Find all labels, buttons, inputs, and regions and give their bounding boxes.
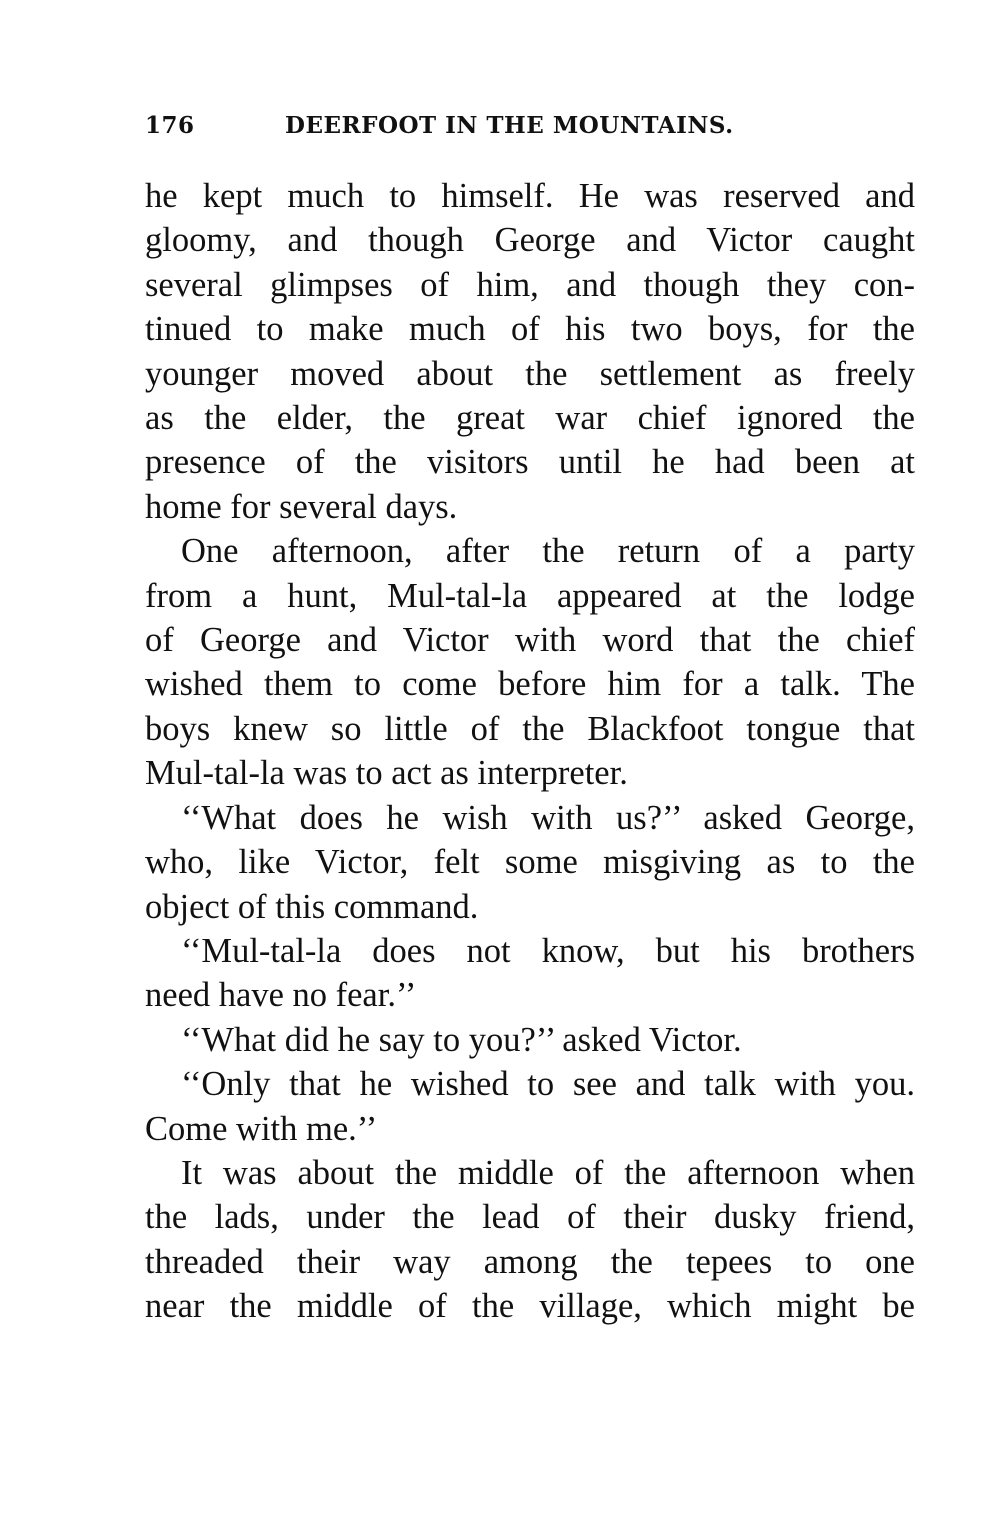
text-line: he kept much to himself. He was reserved and — [145, 177, 915, 215]
text-line: boys knew so little of the Blackfoot tongue that — [145, 709, 915, 748]
running-title: DEERFOOT IN THE MOUNTAINS. — [285, 112, 734, 139]
text-line: as the elder, the great war chief ignored the — [145, 399, 915, 438]
text-line: who, like Victor, felt some misgiving as to the — [145, 843, 915, 882]
running-header — [145, 112, 915, 148]
text-line: tinued to make much of his two boys, for the — [145, 310, 915, 349]
page-number: 176 — [145, 112, 195, 139]
text-line: presence of the visitors until he had been at — [145, 443, 915, 482]
text-line: threaded their way among the tepees to one — [145, 1242, 915, 1281]
text-line: ‘‘What does he wish with us?’’ asked George, — [181, 798, 915, 837]
text-line: several glimpses of him, and though they con- — [145, 265, 915, 304]
text-line: ‘‘Only that he wished to see and talk with you. — [181, 1065, 915, 1104]
text-line: Mul-tal-la was to act as interpreter. — [145, 754, 628, 793]
text-line: of George and Victor with word that the chief — [145, 621, 915, 660]
text-line: It was about the middle of the afternoon when — [181, 1153, 915, 1192]
text-line: need have no fear.’’ — [145, 976, 417, 1015]
text-line: from a hunt, Mul-tal-la appeared at the lodge — [145, 576, 915, 615]
text-line: ‘‘What did he say to you?’’ asked Victor. — [181, 1020, 742, 1059]
text-line: home for several days. — [145, 487, 458, 526]
text-line: One afternoon, after the return of a party — [181, 532, 915, 571]
text-line: object of this command. — [145, 887, 479, 926]
text-line: gloomy, and though George and Victor caught — [145, 221, 915, 260]
text-line: the lads, under the lead of their dusky friend, — [145, 1198, 915, 1237]
text-line: ‘‘Mul-tal-la does not know, but his brothers — [181, 931, 915, 970]
text-line: younger moved about the settlement as freely — [145, 354, 915, 393]
body-text — [145, 174, 915, 1329]
text-line: wished them to come before him for a talk. The — [145, 665, 915, 704]
text-line: near the middle of the village, which might be — [145, 1287, 915, 1326]
text-line: Come with me.’’ — [145, 1109, 378, 1148]
